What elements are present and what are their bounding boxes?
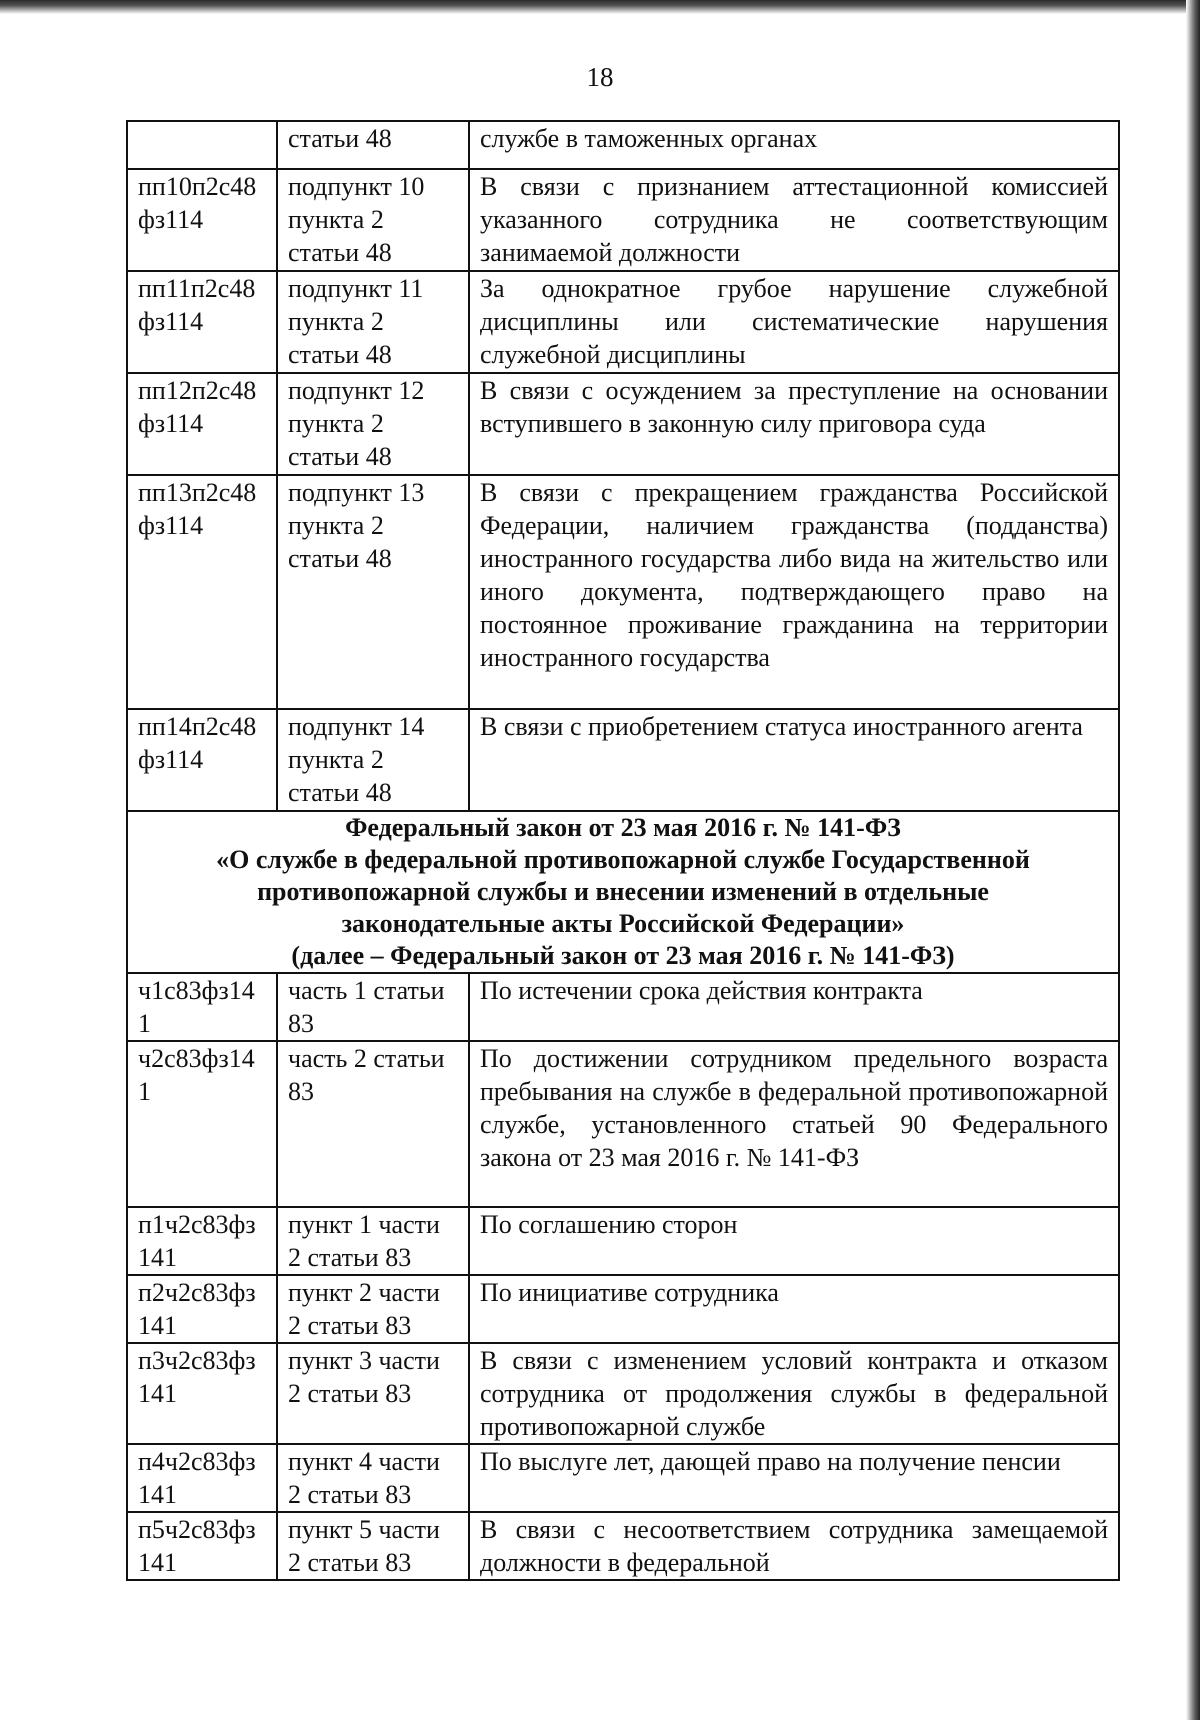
table-row [127,973,1119,1041]
description-cell: В связи с несоответствием сотрудника замещаемой должности в федеральной [469,1512,1119,1580]
table-row [127,121,1119,169]
article-ref-cell: подпункт 12 пункта 2 статьи 48 [277,373,469,475]
table-row [127,709,1119,811]
description-cell: По соглашению сторон [469,1207,1119,1275]
table-row [127,1512,1119,1580]
law-title-line: законодательные акты Российской Федерации» [341,909,905,938]
table-row [127,1275,1119,1343]
article-ref-cell: пункт 3 части 2 статьи 83 [277,1343,469,1444]
description-cell: службе в таможенных органах [469,121,1119,169]
code-cell: пп11п2с48 фз114 [127,271,277,373]
article-ref-cell: пункт 1 части 2 статьи 83 [277,1207,469,1275]
code-cell [127,121,277,169]
code-cell: пп13п2с48 фз114 [127,475,277,709]
scan-edge-right [1186,0,1200,1720]
table-row [127,1343,1119,1444]
code-cell: п5ч2с83фз 141 [127,1512,277,1580]
article-ref-cell: статьи 48 [277,121,469,169]
dismissal-grounds-table [126,120,1120,1581]
table-row [127,169,1119,271]
article-ref-cell: подпункт 11 пункта 2 статьи 48 [277,271,469,373]
law-title-line: противопожарной службы и внесении изменений в отдельные [257,877,989,906]
scan-edge-top [0,0,1200,14]
description-cell: В связи с признанием аттестационной комиссией указанного сотрудника не соответствующим занимаемой должности [469,169,1119,271]
description-cell: В связи с изменением условий контракта и отказом сотрудника от продолжения службы в федеральной противопожарной службе [469,1343,1119,1444]
code-cell: п3ч2с83фз 141 [127,1343,277,1444]
description-cell: По достижении сотрудником предельного возраста пребывания на службе в федеральной противопожарной службе, установленного статьей 90 Федерального закона от 23 мая 2016 г. № 141-ФЗ [469,1041,1119,1207]
code-cell: п4ч2с83фз 141 [127,1444,277,1512]
description-cell: В связи с приобретением статуса иностранного агента [469,709,1119,811]
article-ref-cell: подпункт 14 пункта 2 статьи 48 [277,709,469,811]
section-heading-row [127,811,1119,973]
code-cell: пп12п2с48 фз114 [127,373,277,475]
description-cell: По инициативе сотрудника [469,1275,1119,1343]
article-ref-cell: пункт 2 части 2 статьи 83 [277,1275,469,1343]
code-cell: п2ч2с83фз 141 [127,1275,277,1343]
description-cell: За однократное грубое нарушение служебной дисциплины или систематические нарушения служебной дисциплины [469,271,1119,373]
description-cell: По выслуге лет, дающей право на получение пенсии [469,1444,1119,1512]
table-row [127,1041,1119,1207]
description-cell: По истечении срока действия контракта [469,973,1119,1041]
law-section-heading [127,811,1119,973]
law-title-line: «О службе в федеральной противопожарной службе Государственной [216,845,1030,874]
page-number: 18 [586,62,614,92]
article-ref-cell: пункт 5 части 2 статьи 83 [277,1512,469,1580]
table-row [127,1207,1119,1275]
table-row [127,1444,1119,1512]
law-abbreviation-line: (далее – Федеральный закон от 23 мая 2016 г. № 141-ФЗ) [291,941,955,970]
code-cell: ч1с83фз14 1 [127,973,277,1041]
article-ref-cell: пункт 4 части 2 статьи 83 [277,1444,469,1512]
article-ref-cell: часть 1 статьи 83 [277,973,469,1041]
description-cell: В связи с осуждением за преступление на основании вступившего в законную силу приговора суда [469,373,1119,475]
table-row [127,475,1119,709]
code-cell: п1ч2с83фз 141 [127,1207,277,1275]
article-ref-cell: подпункт 13 пункта 2 статьи 48 [277,475,469,709]
table-row [127,271,1119,373]
table-row [127,373,1119,475]
code-cell: пп14п2с48 фз114 [127,709,277,811]
code-cell: ч2с83фз14 1 [127,1041,277,1207]
code-cell: пп10п2с48 фз114 [127,169,277,271]
description-cell: В связи с прекращением гражданства Российской Федерации, наличием гражданства (подданства) иностранного государства либо вида на жительство или иного документа, подтверждающего право на постоянное проживание гражданина на территории иностранного государства [469,475,1119,709]
article-ref-cell: часть 2 статьи 83 [277,1041,469,1207]
law-title-line: Федеральный закон от 23 мая 2016 г. № 141-ФЗ [345,813,901,842]
article-ref-cell: подпункт 10 пункта 2 статьи 48 [277,169,469,271]
